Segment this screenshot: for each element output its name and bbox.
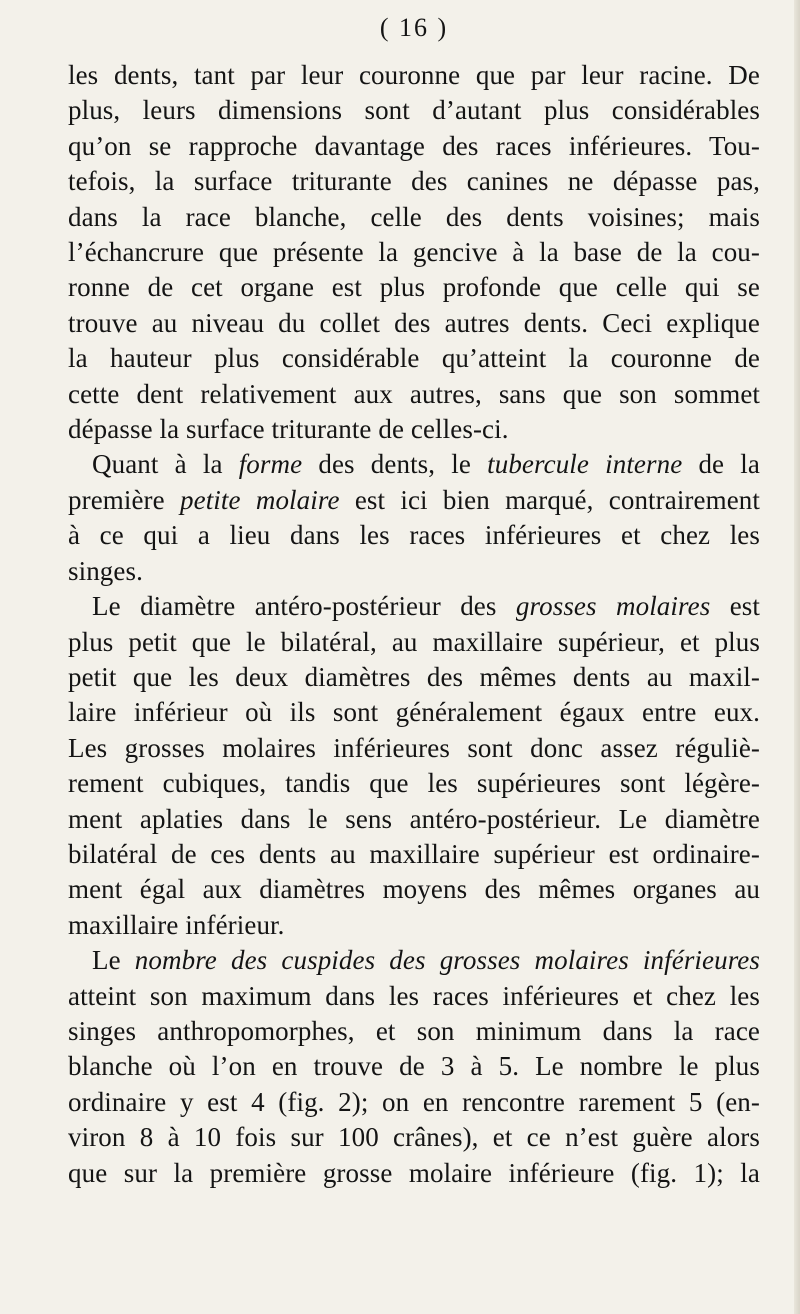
text-segment: à ce qui a lieu dans les races inférieures et chez les [68,520,760,551]
text-line [68,1156,760,1191]
text-line [68,660,760,695]
text-segment: tefois, la surface triturante des canines ne dépasse pas, [68,166,760,197]
text-line [68,943,760,978]
text-segment: maxillaire inférieur. [68,909,285,940]
text-segment: singes anthropomorphes, et son minimum dans la race [68,1015,760,1046]
text-segment: petit que les deux diamètres des mêmes dents au maxil- [68,661,760,692]
text-segment: singes. [68,555,143,586]
text-line [68,1120,760,1155]
text-line [68,518,760,553]
text-segment: blanche où l’on en trouve de 3 à 5. Le nombre le plus [68,1051,760,1082]
text-line [68,802,760,837]
text-segment: la hauteur plus considérable qu’atteint la couronne de [68,343,760,374]
text-line [68,837,760,872]
text-segment: ronne de cet organe est plus profonde que celle qui se [68,272,760,303]
text-line [68,306,760,341]
text-line [68,695,760,730]
text-line [68,979,760,1014]
text-segment: est ici bien marqué, contrairement [339,484,760,515]
italic-term: nombre des cuspides des grosses molaires inférieures [134,945,761,976]
text-line [68,58,760,93]
text-line [68,93,760,128]
text-segment: ordinaire y est 4 (fig. 2); on en rencontre rarement 5 (en- [68,1086,760,1117]
text-segment: est [710,591,760,622]
text-line [68,412,760,447]
italic-term: petite molaire [180,484,340,515]
text-line [68,554,760,589]
text-segment: atteint son maximum dans les races inférieures et chez les [68,980,760,1011]
text-line [68,235,760,270]
text-segment: cette dent relativement aux autres, sans que son sommet [68,378,760,409]
text-segment: bilatéral de ces dents au maxillaire supérieur est ordinaire- [68,838,760,869]
text-line [68,270,760,305]
text-line [68,908,760,943]
text-segment: qu’on se rapproche davantage des races inférieures. Tou- [68,130,760,161]
text-line [68,589,760,624]
page-number: ( 16 ) [379,13,449,42]
text-line [68,164,760,199]
text-segment: des dents, le [302,449,488,480]
body-text [68,58,760,1191]
text-segment: Quant à la [92,449,239,480]
text-segment: première [68,484,181,515]
text-segment: ment aplaties dans le sens antéro-postérieur. Le diamètre [68,803,760,834]
text-segment: laire inférieur où ils sont généralement égaux entre eux. [68,697,760,728]
page-edge [794,0,800,1314]
text-line [68,766,760,801]
text-segment: ment égal aux diamètres moyens des mêmes organes au [68,874,760,905]
italic-term: tubercule interne [487,449,683,480]
text-segment: Le [92,945,135,976]
text-line [68,377,760,412]
text-line [68,1049,760,1084]
text-segment: Les grosses molaires inférieures sont donc assez réguliè- [68,732,760,763]
text-segment: que sur la première grosse molaire inférieure (fig. 1); la [68,1157,760,1188]
text-line [68,872,760,907]
text-segment: dépasse la surface triturante de celles-ci. [68,414,509,445]
text-line [68,483,760,518]
text-segment: Le diamètre antéro-postérieur des [92,591,516,622]
text-segment: viron 8 à 10 fois sur 100 crânes), et ce n’est guère alors [68,1122,760,1153]
text-line [68,129,760,164]
text-segment: trouve au niveau du collet des autres dents. Ceci explique [68,307,760,338]
text-line [68,341,760,376]
text-segment: les dents, tant par leur couronne que par leur racine. De [68,60,760,90]
italic-term: grosses molaires [515,591,711,622]
text-line [68,731,760,766]
italic-term: forme [238,449,303,480]
text-line [68,625,760,660]
text-segment: dans la race blanche, celle des dents voisines; mais [68,201,760,232]
text-segment: plus petit que le bilatéral, au maxillaire supérieur, et plus [68,626,760,657]
text-segment: plus, leurs dimensions sont d’autant plus considérables [68,95,760,126]
text-segment: de la [682,449,760,480]
text-line [68,200,760,235]
text-segment: rement cubiques, tandis que les supérieures sont légère- [68,768,760,799]
text-line [68,1085,760,1120]
text-segment: l’échancrure que présente la gencive à la base de la cou- [68,237,760,268]
text-line [68,1014,760,1049]
text-line [68,447,760,482]
